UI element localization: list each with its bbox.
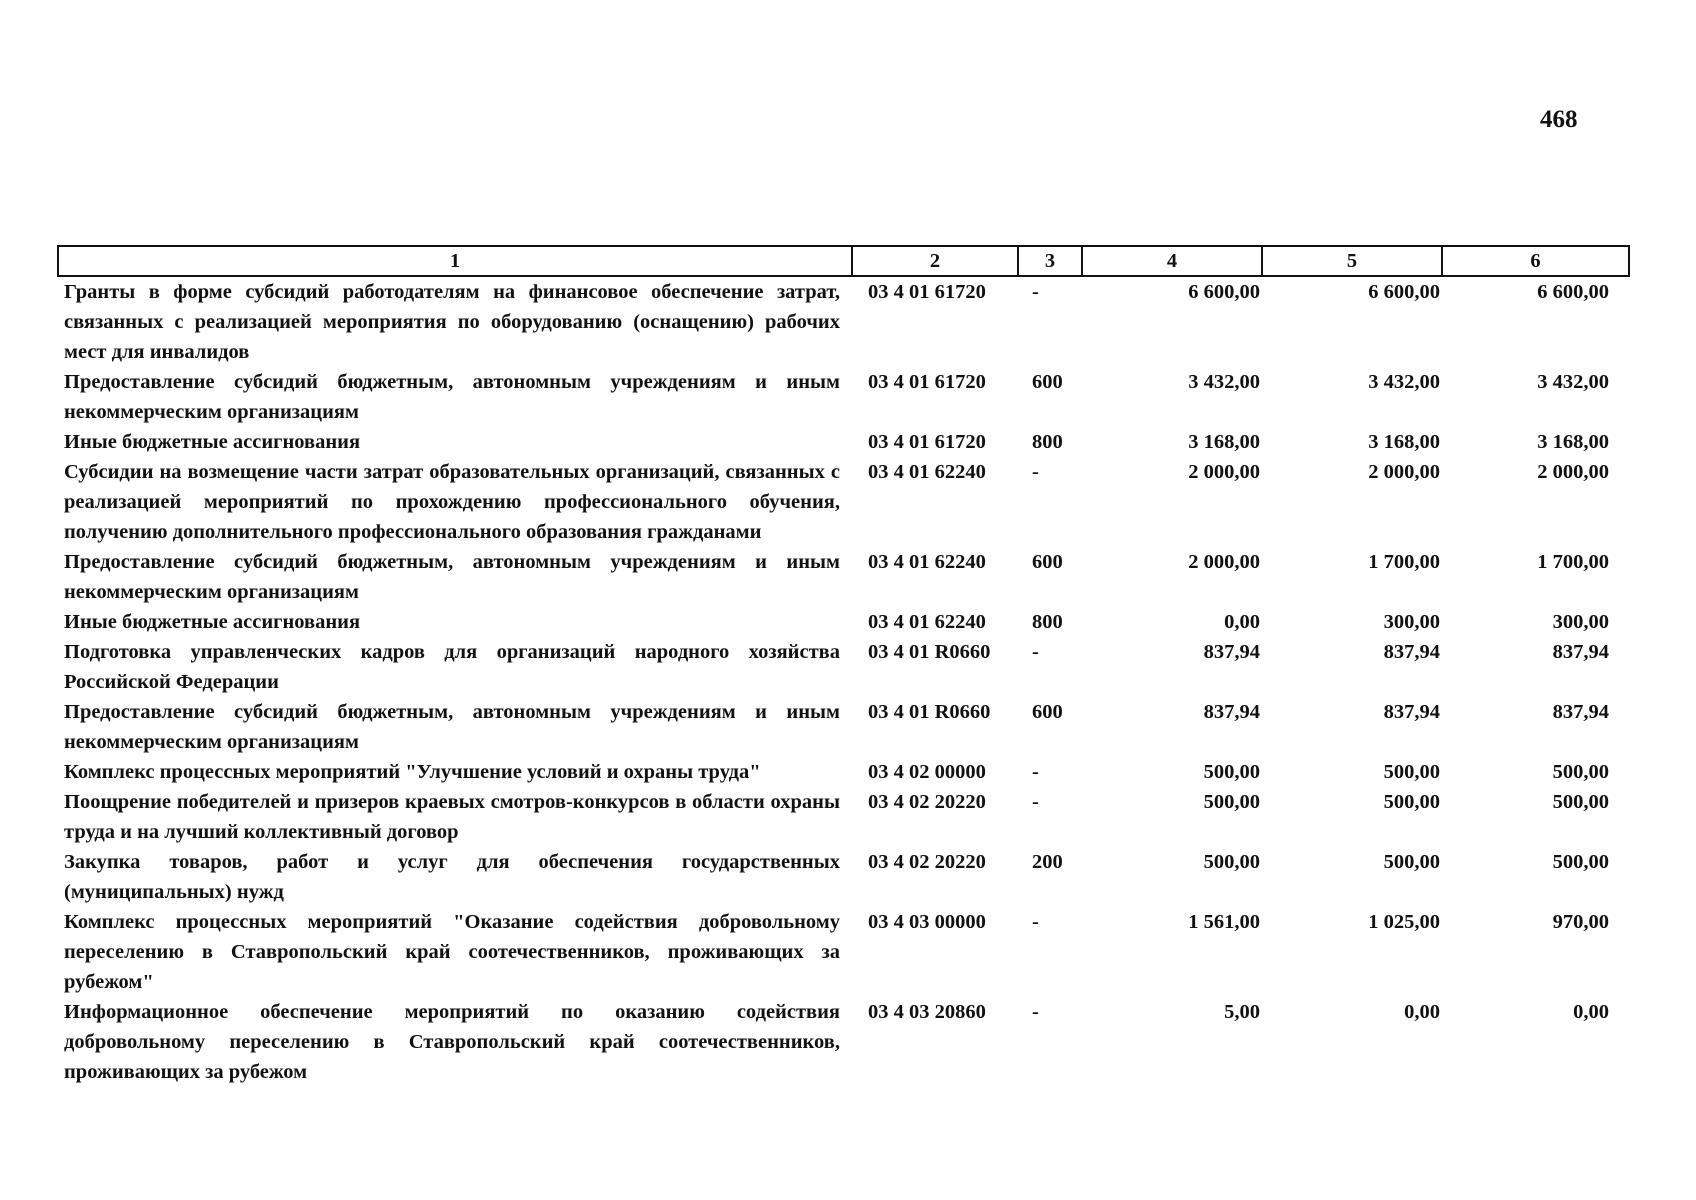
row-name-cell: Закупка товаров, работ и услуг для обеспечения государственных (муниципальных) нужд bbox=[64, 851, 840, 903]
row-name-cell: Иные бюджетные ассигнования bbox=[64, 611, 361, 633]
column-header: 5 bbox=[1262, 246, 1442, 276]
table-row bbox=[58, 367, 1629, 427]
row-amount-col4: 500,00 bbox=[1203, 761, 1260, 783]
row-amount-col5: 500,00 bbox=[1383, 851, 1440, 873]
row-amount-col5: 3 432,00 bbox=[1368, 371, 1440, 393]
column-header: 3 bbox=[1018, 246, 1082, 276]
row-amount-col5: 6 600,00 bbox=[1368, 281, 1440, 303]
row-amount-col4: 6 600,00 bbox=[1188, 281, 1260, 303]
row-name-cell: Субсидии на возмещение части затрат образовательных организаций, связанных с реализацией мероприятий по прохождению профессионального обучения, получению дополнительного профессионального образования гражданами bbox=[64, 461, 840, 543]
row-amount-col6: 300,00 bbox=[1552, 611, 1609, 633]
row-type-cell: - bbox=[1032, 761, 1039, 783]
row-code-cell: 03 4 01 61720 bbox=[868, 431, 986, 453]
table-row bbox=[58, 427, 1629, 457]
row-code-cell: 03 4 01 61720 bbox=[868, 281, 986, 303]
row-amount-col6: 837,94 bbox=[1552, 701, 1609, 723]
row-amount-col6: 970,00 bbox=[1552, 911, 1609, 933]
row-name-cell: Гранты в форме субсидий работодателям на финансовое обеспечение затрат, связанных с реализацией мероприятия по оборудованию (оснащению) рабочих мест для инвалидов bbox=[64, 281, 840, 363]
table-row bbox=[58, 457, 1629, 547]
row-amount-col6: 6 600,00 bbox=[1537, 281, 1609, 303]
row-type-cell: 600 bbox=[1032, 371, 1063, 393]
row-type-cell: 600 bbox=[1032, 701, 1063, 723]
row-code-cell: 03 4 02 00000 bbox=[868, 761, 986, 783]
row-type-cell: 200 bbox=[1032, 851, 1063, 873]
row-amount-col5: 837,94 bbox=[1383, 701, 1440, 723]
row-code-cell: 03 4 01 R0660 bbox=[868, 701, 991, 723]
row-amount-col4: 2 000,00 bbox=[1188, 461, 1260, 483]
row-amount-col6: 0,00 bbox=[1573, 1001, 1609, 1023]
row-code-cell: 03 4 03 20860 bbox=[868, 1001, 986, 1023]
row-type-cell: 800 bbox=[1032, 611, 1063, 633]
table-row bbox=[58, 787, 1629, 847]
column-header: 4 bbox=[1082, 246, 1262, 276]
row-code-cell: 03 4 01 62240 bbox=[868, 611, 986, 633]
table-row bbox=[58, 637, 1629, 697]
table-row bbox=[58, 276, 1629, 367]
row-code-cell: 03 4 01 62240 bbox=[868, 551, 986, 573]
row-type-cell: - bbox=[1032, 911, 1039, 933]
row-name-cell: Поощрение победителей и призеров краевых смотров-конкурсов в области охраны труда и на лучший коллективный договор bbox=[64, 791, 840, 843]
row-name-cell: Подготовка управленческих кадров для организаций народного хозяйства Российской Федерации bbox=[64, 641, 840, 693]
row-name-cell: Комплекс процессных мероприятий "Улучшение условий и охраны труда" bbox=[64, 761, 761, 783]
table-row bbox=[58, 907, 1629, 997]
row-amount-col4: 3 168,00 bbox=[1188, 431, 1260, 453]
row-amount-col6: 3 168,00 bbox=[1537, 431, 1609, 453]
row-code-cell: 03 4 02 20220 bbox=[868, 851, 986, 873]
table-row bbox=[58, 997, 1629, 1087]
row-type-cell: - bbox=[1032, 641, 1039, 663]
row-amount-col6: 500,00 bbox=[1552, 791, 1609, 813]
table-row bbox=[58, 547, 1629, 607]
page-number: 468 bbox=[1540, 106, 1578, 133]
row-type-cell: - bbox=[1032, 461, 1039, 483]
row-amount-col5: 1 025,00 bbox=[1368, 911, 1440, 933]
row-amount-col4: 500,00 bbox=[1203, 851, 1260, 873]
row-name-cell: Предоставление субсидий бюджетным, автономным учреждениям и иным некоммерческим организациям bbox=[64, 701, 840, 753]
row-name-cell: Предоставление субсидий бюджетным, автономным учреждениям и иным некоммерческим организациям bbox=[64, 371, 840, 423]
row-type-cell: - bbox=[1032, 791, 1039, 813]
row-code-cell: 03 4 02 20220 bbox=[868, 791, 986, 813]
table-header-row bbox=[58, 246, 1629, 276]
column-header: 6 bbox=[1442, 246, 1629, 276]
row-amount-col4: 5,00 bbox=[1224, 1001, 1260, 1023]
column-header: 2 bbox=[852, 246, 1018, 276]
row-amount-col5: 500,00 bbox=[1383, 791, 1440, 813]
budget-table bbox=[57, 245, 1630, 1087]
row-amount-col5: 2 000,00 bbox=[1368, 461, 1440, 483]
row-amount-col6: 837,94 bbox=[1552, 641, 1609, 663]
row-amount-col6: 500,00 bbox=[1552, 851, 1609, 873]
row-name-cell: Комплекс процессных мероприятий "Оказание содействия добровольному переселению в Ставропольский край соотечественников, проживающих за рубежом" bbox=[64, 911, 840, 993]
row-amount-col5: 300,00 bbox=[1383, 611, 1440, 633]
row-amount-col4: 3 432,00 bbox=[1188, 371, 1260, 393]
row-code-cell: 03 4 01 62240 bbox=[868, 461, 986, 483]
row-amount-col4: 1 561,00 bbox=[1188, 911, 1260, 933]
table-row bbox=[58, 607, 1629, 637]
row-amount-col5: 500,00 bbox=[1383, 761, 1440, 783]
row-type-cell: 600 bbox=[1032, 551, 1063, 573]
row-amount-col6: 2 000,00 bbox=[1537, 461, 1609, 483]
row-amount-col6: 3 432,00 bbox=[1537, 371, 1609, 393]
row-amount-col4: 837,94 bbox=[1203, 701, 1260, 723]
row-code-cell: 03 4 01 R0660 bbox=[868, 641, 991, 663]
column-header: 1 bbox=[58, 246, 852, 276]
row-amount-col5: 1 700,00 bbox=[1368, 551, 1440, 573]
row-name-cell: Информационное обеспечение мероприятий по оказанию содействия добровольному переселению в Ставропольский край соотечественников, проживающих за рубежом bbox=[64, 1001, 840, 1083]
row-amount-col6: 500,00 bbox=[1552, 761, 1609, 783]
row-amount-col5: 837,94 bbox=[1383, 641, 1440, 663]
row-code-cell: 03 4 01 61720 bbox=[868, 371, 986, 393]
table-row bbox=[58, 847, 1629, 907]
row-amount-col4: 0,00 bbox=[1224, 611, 1260, 633]
table-row bbox=[58, 697, 1629, 757]
row-name-cell: Предоставление субсидий бюджетным, автономным учреждениям и иным некоммерческим организациям bbox=[64, 551, 840, 603]
row-amount-col4: 2 000,00 bbox=[1188, 551, 1260, 573]
row-amount-col4: 837,94 bbox=[1203, 641, 1260, 663]
row-type-cell: - bbox=[1032, 281, 1039, 303]
table-row bbox=[58, 757, 1629, 787]
row-amount-col4: 500,00 bbox=[1203, 791, 1260, 813]
row-code-cell: 03 4 03 00000 bbox=[868, 911, 986, 933]
row-amount-col5: 0,00 bbox=[1404, 1001, 1440, 1023]
row-type-cell: 800 bbox=[1032, 431, 1063, 453]
row-amount-col6: 1 700,00 bbox=[1537, 551, 1609, 573]
row-type-cell: - bbox=[1032, 1001, 1039, 1023]
row-name-cell: Иные бюджетные ассигнования bbox=[64, 431, 361, 453]
row-amount-col5: 3 168,00 bbox=[1368, 431, 1440, 453]
